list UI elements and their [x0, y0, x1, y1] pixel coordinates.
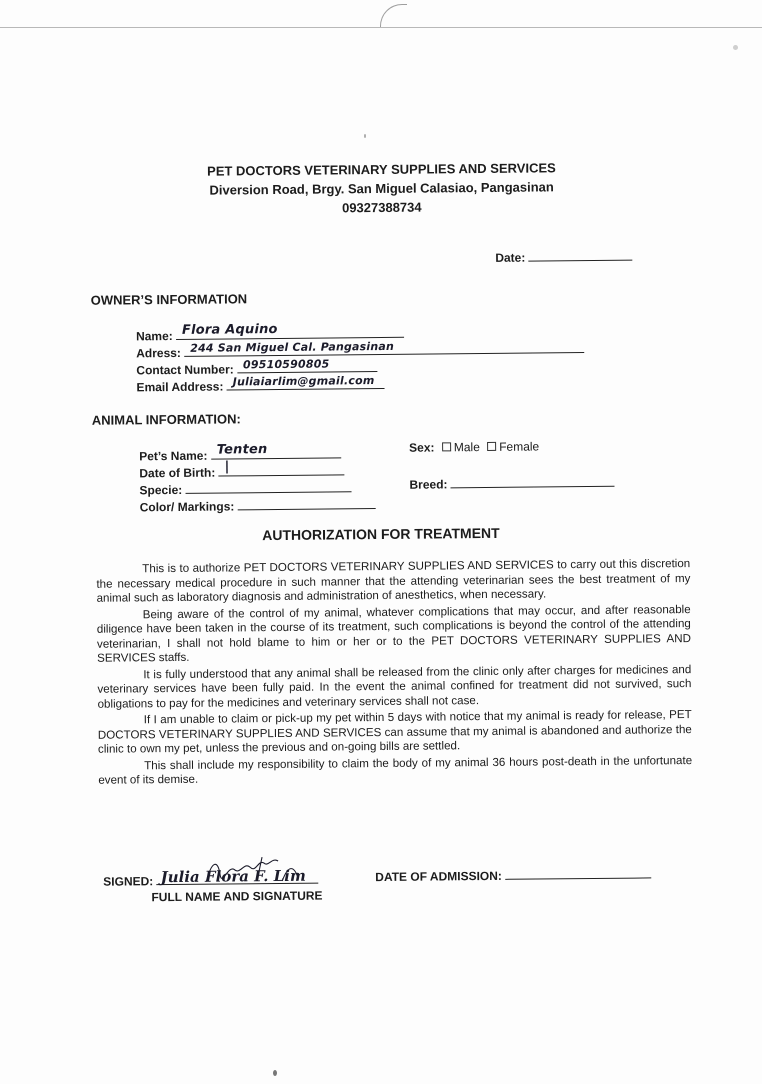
authorization-paragraph: It is fully understood that any animal shall be released from the clinic only after charges for medicines and veterinary services have been fully paid. In the event the animal confined for treatment did not survived, such obligations to pay for the medicines and veterinary services shall not case.: [97, 662, 692, 711]
owner-contact-value: 09510590805: [242, 357, 330, 372]
company-phone: 09327388734: [341, 199, 422, 216]
owner-name-label: Name:: [135, 328, 173, 344]
animal-section-title: ANIMAL INFORMATION:: [91, 411, 241, 428]
authorization-paragraph: If I am unable to claim or pick-up my pet within 5 days with notice that my animal is ready for release, PET DOCTORS VETERINARY SUPPLIES AND SERVICES can assume that my animal is abandoned and authorize the clinic to own my pet, unless the previous and on-going bills are settled.: [97, 708, 692, 756]
owner-contact-label: Contact Number:: [136, 362, 234, 378]
authorization-paragraph: This is to authorize PET DOCTORS VETERINARY SUPPLIES AND SERVICES to carry out this discretion the necessary medical procedure in such manner that the attending veterinarian sees the best treatment of my animal such as laboratory diagnosis and administration of anesthetics, when necessary.: [96, 557, 691, 605]
specie-line: [185, 479, 351, 494]
pet-name-field[interactable]: [139, 442, 341, 464]
admission-date-label: DATE OF ADMISSION:: [375, 868, 502, 885]
color-label: Color/ Markings:: [139, 499, 235, 515]
owner-section-title: OWNER’S INFORMATION: [90, 291, 248, 308]
authorization-title: AUTHORIZATION FOR TREATMENT: [262, 524, 500, 544]
signature-scribble-icon: [198, 855, 308, 890]
owner-email-value: Juliaiarlim@gmail.com: [232, 374, 375, 389]
breed-line: [451, 474, 615, 489]
admission-date-line: [505, 865, 651, 879]
authorization-body: [96, 557, 692, 790]
authorization-paragraph: Being aware of the control of my animal, whatever complications that may occur, and after reasonable diligence have been taken in the course of its treatment, such complications is beyond the control of the attending veterinarian, I shall not hold blame to him or her or to the PET DOCTORS VETERINARY SUPPLIES AND SERVICES staffs.: [96, 602, 692, 665]
color-line: [238, 496, 376, 510]
admission-date-field[interactable]: [375, 865, 651, 884]
owner-address-label: Adress:: [136, 345, 181, 361]
authorization-paragraph: This shall include my responsibility to claim the body of my animal 36 hours post-death in the unfortunate event of its demise.: [98, 753, 693, 787]
breed-label: Breed:: [409, 477, 448, 492]
owner-email-field[interactable]: [136, 376, 384, 394]
date-field[interactable]: [495, 248, 633, 265]
sex-field: [409, 439, 539, 454]
dob-label: Date of Birth:: [139, 465, 216, 481]
date-label: Date:: [495, 250, 526, 265]
signature-caption: FULL NAME AND SIGNATURE: [151, 888, 323, 905]
male-option-label: Male: [453, 440, 480, 455]
signature-value: Julia Flora F. Lim: [160, 866, 306, 887]
specie-label: Specie:: [139, 482, 183, 498]
company-name: PET DOCTORS VETERINARY SUPPLIES AND SERVICES: [207, 160, 556, 179]
signed-label: SIGNED:: [103, 874, 154, 889]
male-checkbox[interactable]: [442, 442, 451, 451]
female-checkbox[interactable]: [487, 442, 496, 451]
breed-field[interactable]: [409, 474, 615, 492]
date-line: [529, 248, 633, 262]
dob-field[interactable]: [139, 459, 344, 481]
female-option-label: Female: [499, 439, 540, 454]
signature-line: [157, 866, 319, 887]
color-field[interactable]: [140, 496, 376, 514]
letterhead: [191, 158, 572, 219]
pet-name-label: Pet’s Name:: [139, 448, 208, 464]
signature-field[interactable]: [103, 866, 319, 889]
pet-name-value: Tenten: [216, 442, 268, 458]
owner-address-field[interactable]: [136, 340, 584, 360]
specie-field[interactable]: [139, 479, 351, 497]
dob-value: |: [224, 459, 230, 475]
sex-label: Sex:: [409, 440, 435, 455]
company-address: Diversion Road, Brgy. San Miguel Calasiao, Pangasinan: [209, 179, 554, 198]
owner-address-value: 244 San Miguel Cal. Pangasinan: [190, 339, 395, 355]
owner-name-value: Flora Aquino: [181, 321, 278, 338]
owner-email-label: Email Address:: [136, 379, 224, 395]
